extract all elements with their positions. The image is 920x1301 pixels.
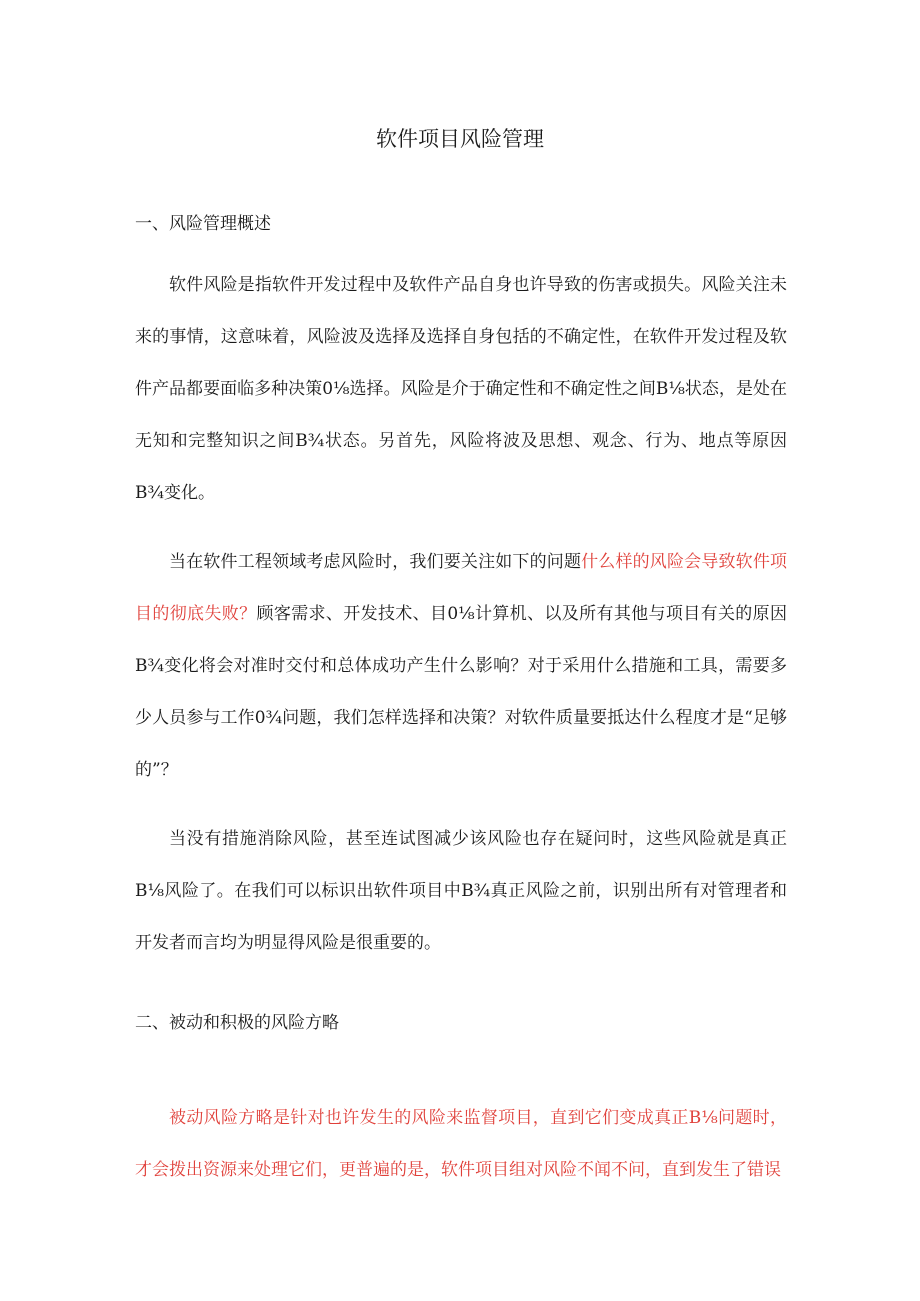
document-title: 软件项目风险管理 — [376, 127, 544, 151]
section-heading-overview: 一、风险管理概述 — [135, 214, 271, 234]
section-heading-strategies: 二、被动和积极的风险方略 — [135, 1013, 339, 1033]
paragraph-text: 当在软件工程领域考虑风险时，我们要关注如下的问题 — [169, 552, 582, 572]
paragraph-text: 顾客需求、开发技术、目0⅛计算机、以及所有其他与项目有关的原因B¾变化将会对准时交付和总体成功产生什么影响？对于采用什么措施和工具，需要多少人员参与工作0¾问题，我们怎样选择和决策？对软件质量要抵达什么程度才是“足够的”？ — [135, 604, 788, 780]
paragraph-risk-definition: 软件风险是指软件开发过程中及软件产品自身也许导致的伤害或损失。风险关注未来的事情，这意味着，风险波及选择及选择自身包括的不确定性，在软件开发过程及软件产品都要面临多种决策0⅛选择。风险是介于确定性和不确定性之间B⅛状态，是处在无知和完整知识之间B¾状态。另首先，风险将波及思想、观念、行为、地点等原因B¾变化。 — [135, 275, 787, 503]
paragraph-passive-strategy: 被动风险方略是针对也许发生的风险来监督项目，直到它们变成真正B⅛问题时，才会拨出资源来处理它们，更普遍的是，软件项目组对风险不闻不问，直到发生了错误 — [135, 1108, 787, 1180]
paragraph-risk-questions — [135, 536, 787, 796]
paragraph-real-risk: 当没有措施消除风险，甚至连试图减少该风险也存在疑问时，这些风险就是真正B⅛风险了。在我们可以标识出软件项目中B¾真正风险之前，识别出所有对管理者和开发者而言均为明显得风险是很重要的。 — [135, 829, 787, 953]
highlighted-question: 什么样的风险会导致软件项目的彻底失败？ — [135, 552, 788, 624]
